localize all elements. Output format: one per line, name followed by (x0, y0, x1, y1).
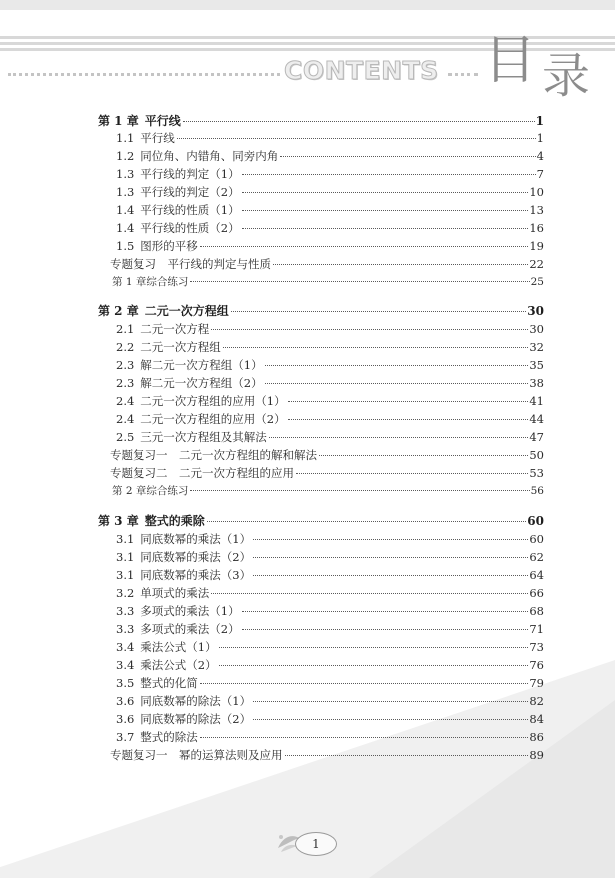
header-band (0, 0, 615, 10)
toc-entry[interactable]: 2.4 二元一次方程组的应用（2） 44 (116, 412, 544, 426)
toc-title-mu: 目 (484, 31, 543, 91)
toc-entry[interactable]: 3.1 同底数幂的乘法（2） 62 (116, 550, 544, 564)
toc-exercise-entry[interactable]: 第 1 章综合练习 25 (112, 276, 544, 288)
toc-entry[interactable]: 3.2 单项式的乘法 66 (116, 586, 544, 600)
toc-entry[interactable]: 3.3 多项式的乘法（1） 68 (116, 604, 544, 618)
toc-entry[interactable]: 3.6 同底数幂的除法（2） 84 (116, 712, 544, 726)
page-number: 1 (535, 114, 544, 128)
page-number: 60 (527, 514, 544, 528)
toc-review-entry[interactable]: 专题复习一 二元一次方程组的解和解法 50 (110, 448, 544, 462)
toc-entry[interactable]: 1.4 平行线的性质（1） 13 (116, 203, 544, 217)
header-dots-left (8, 73, 280, 76)
toc-entry[interactable]: 1.4 平行线的性质（2） 16 (116, 221, 544, 235)
toc-review-entry[interactable]: 专题复习一 幂的运算法则及应用 89 (110, 748, 544, 762)
toc-title (484, 18, 597, 104)
dot-leader (207, 521, 527, 522)
toc-entry[interactable]: 2.5 三元一次方程组及其解法 47 (116, 430, 544, 444)
page-number-badge (275, 828, 345, 858)
header-dots-right (448, 73, 478, 76)
toc-entry[interactable]: 1.2 同位角、内错角、同旁内角 4 (116, 149, 544, 163)
dot-leader (231, 311, 527, 312)
dot-leader (183, 121, 535, 122)
toc-entry[interactable]: 2.2 二元一次方程组 32 (116, 340, 544, 354)
toc-entry[interactable]: 3.1 同底数幂的乘法（3） 64 (116, 568, 544, 582)
toc-review-entry[interactable]: 专题复习 平行线的判定与性质 22 (110, 257, 544, 271)
toc-entry[interactable]: 3.4 乘法公式（1） 73 (116, 640, 544, 654)
chapter-1-title[interactable]: 第 1 章 平行线 1 (98, 114, 544, 128)
toc-entry[interactable]: 1.3 平行线的判定（2） 10 (116, 185, 544, 199)
toc-entry[interactable]: 2.4 二元一次方程组的应用（1） 41 (116, 394, 544, 408)
toc-review-entry[interactable]: 专题复习二 二元一次方程组的应用 53 (110, 466, 544, 480)
toc-exercise-entry[interactable]: 第 2 章综合练习 56 (112, 485, 544, 497)
chapter-3-title[interactable]: 第 3 章 整式的乘除 60 (98, 514, 544, 528)
toc-entry[interactable]: 3.6 同底数幂的除法（1） 82 (116, 694, 544, 708)
toc-entry[interactable]: 1.3 平行线的判定（1） 7 (116, 167, 544, 181)
chapter-2-title[interactable]: 第 2 章 二元一次方程组 30 (98, 304, 544, 318)
toc-entry[interactable]: 1.1 平行线 1 (116, 131, 544, 145)
toc-entry[interactable]: 1.5 图形的平移 19 (116, 239, 544, 253)
toc-entry[interactable]: 3.4 乘法公式（2） 76 (116, 658, 544, 672)
toc-entry[interactable]: 2.3 解二元一次方程组（1） 35 (116, 358, 544, 372)
page-number: 30 (527, 304, 544, 318)
toc-title-lu: 录 (542, 48, 597, 104)
toc-entry[interactable]: 3.5 整式的化简 79 (116, 676, 544, 690)
toc-entry[interactable]: 2.1 二元一次方程 30 (116, 322, 544, 336)
toc-entry[interactable]: 3.7 整式的除法 86 (116, 730, 544, 744)
toc-entry[interactable]: 2.3 解二元一次方程组（2） 38 (116, 376, 544, 390)
toc-entry[interactable]: 3.3 多项式的乘法（2） 71 (116, 622, 544, 636)
toc-entry[interactable]: 3.1 同底数幂的乘法（1） 60 (116, 532, 544, 546)
contents-heading: CONTENTS (284, 56, 439, 85)
page-number: 1 (295, 832, 337, 856)
